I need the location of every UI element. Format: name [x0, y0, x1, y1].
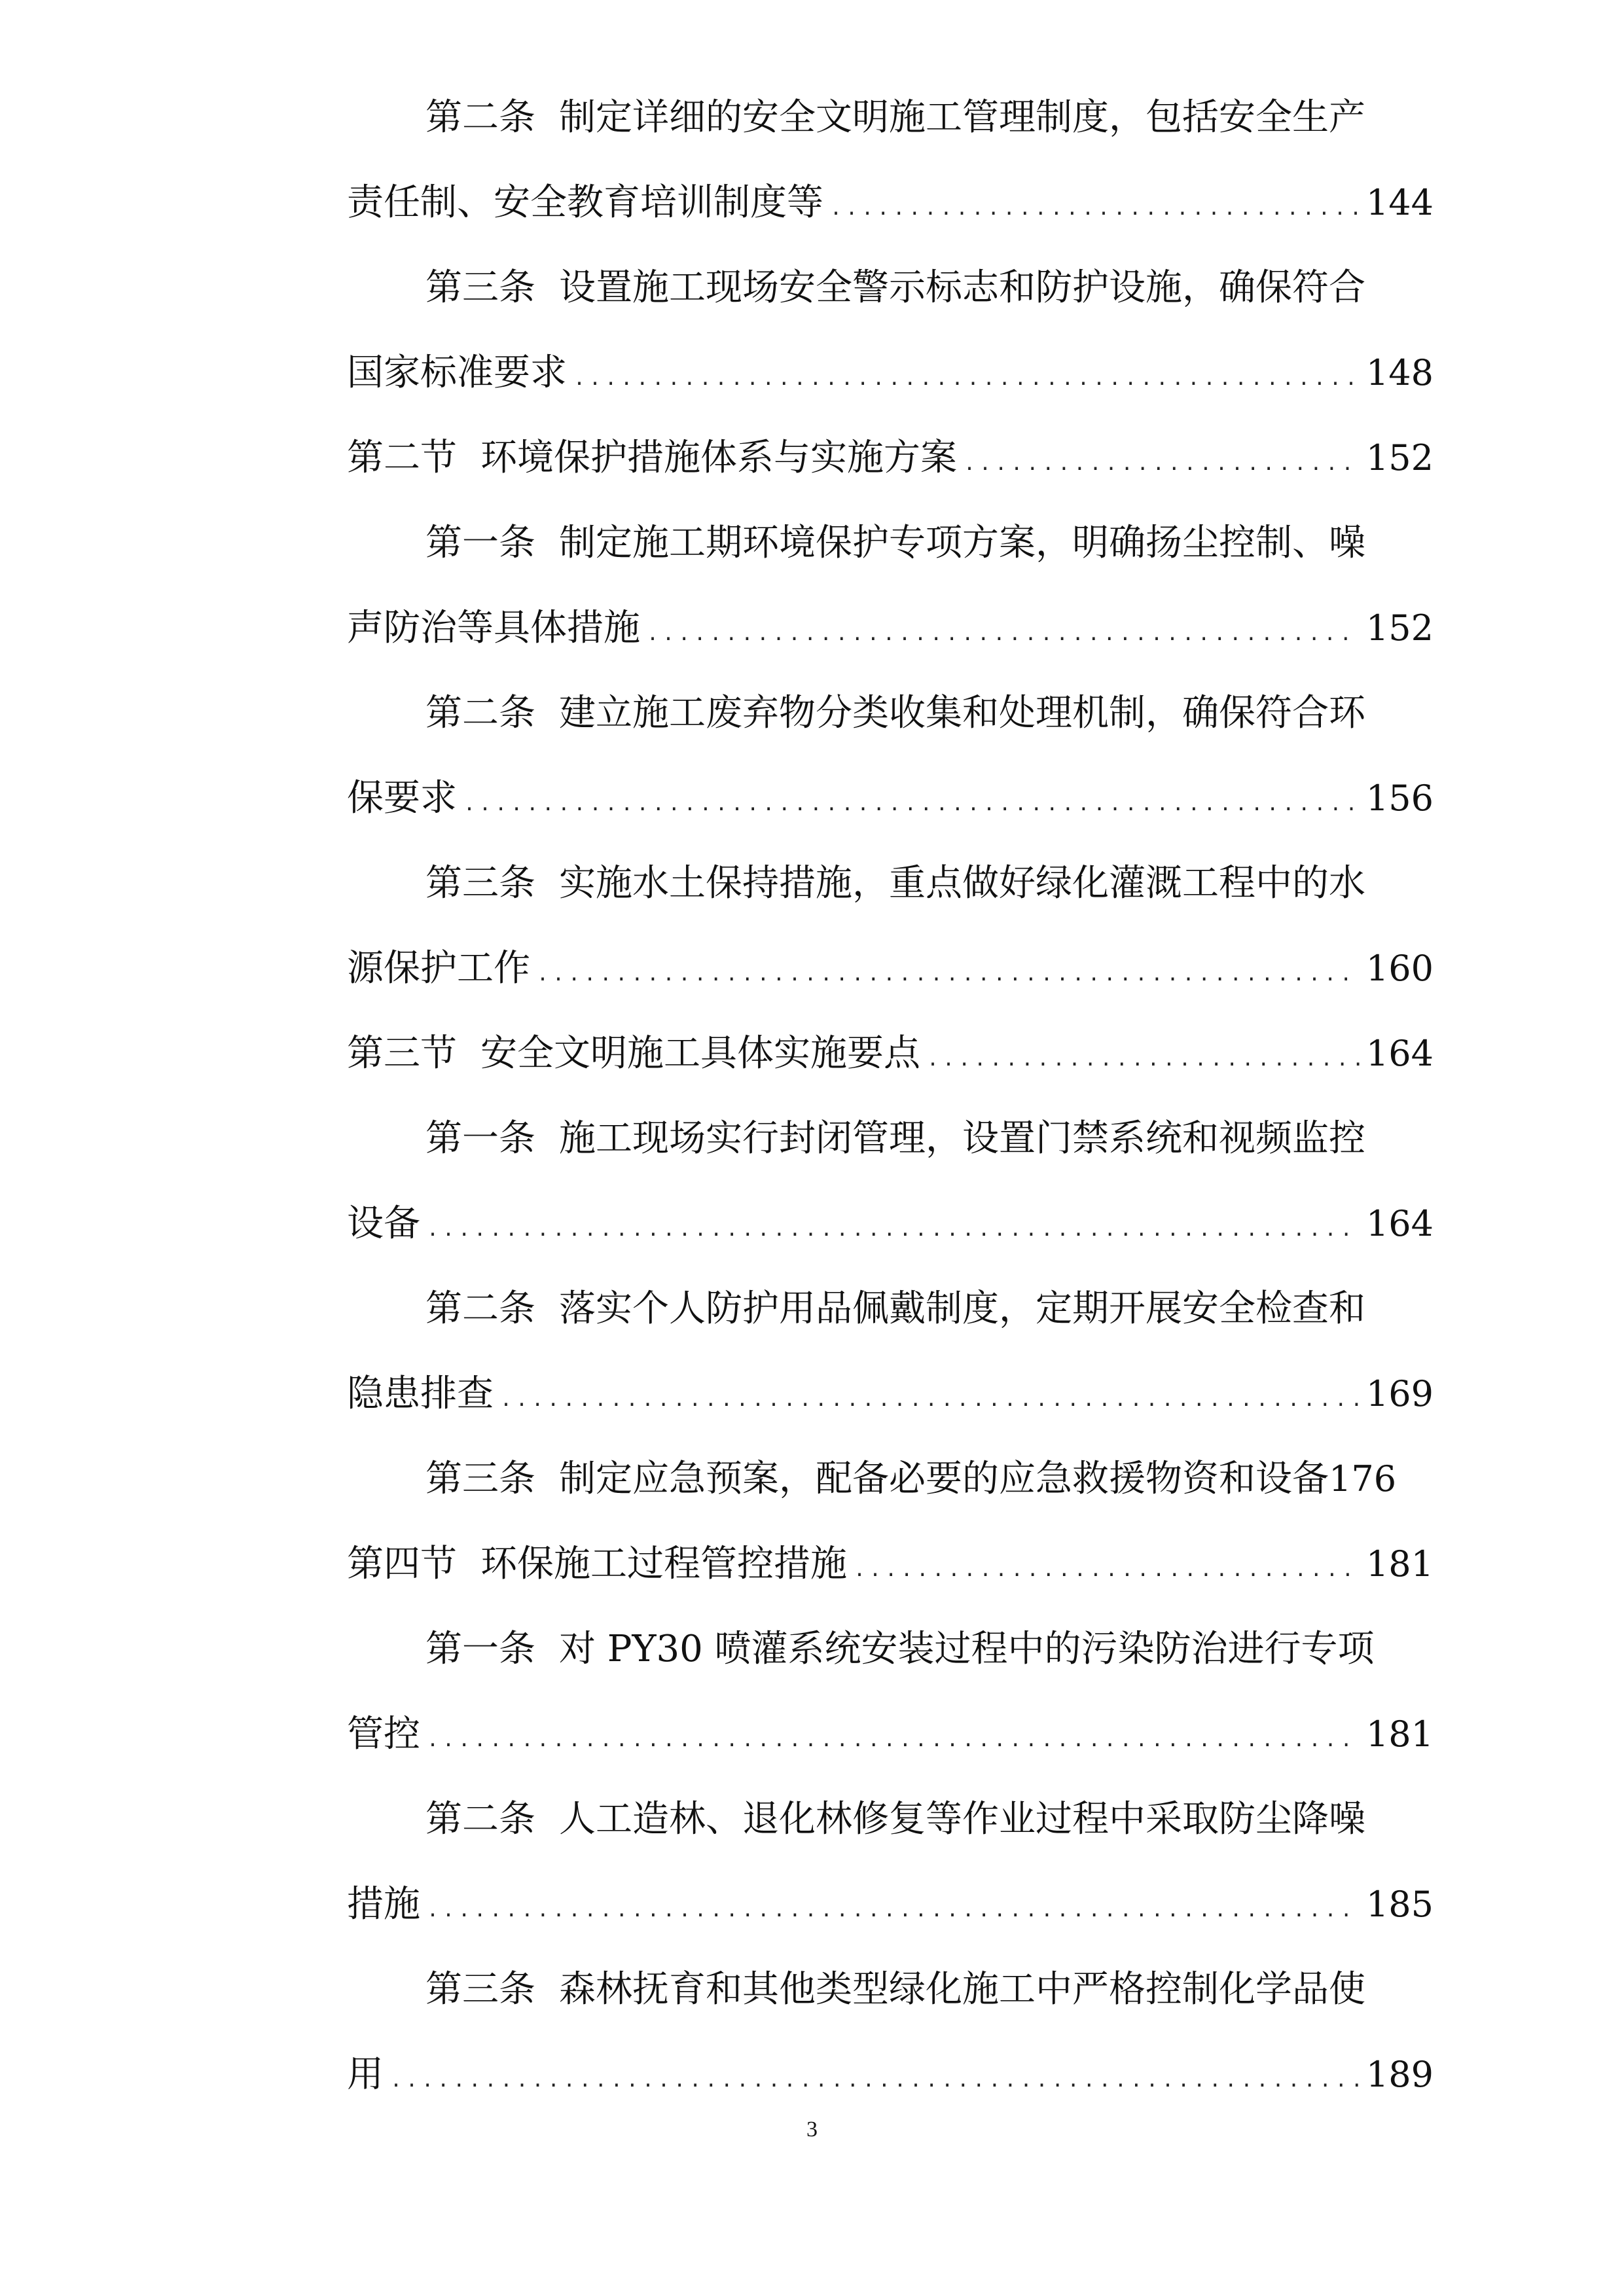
toc-label: 第三条 — [425, 1968, 535, 2011]
toc-entry[interactable] — [347, 1941, 1434, 2111]
toc-entry-section[interactable] — [347, 409, 1434, 494]
toc-text: 用 — [347, 2053, 384, 2096]
toc-text: 国家标准要求 — [347, 351, 567, 394]
toc-text — [347, 409, 957, 507]
toc-entry-line2 — [347, 1175, 1434, 1260]
toc-page-number: 169 — [1365, 1373, 1434, 1414]
toc-entry[interactable] — [347, 494, 1434, 664]
toc-entry[interactable] — [347, 1090, 1434, 1260]
toc-text: 实施水土保持措施，重点做好绿化灌溉工程中的水 — [559, 862, 1365, 905]
toc-entry-line1 — [347, 1600, 1434, 1685]
toc-entry-line1 — [347, 1770, 1434, 1856]
toc-entry-line2 — [347, 1345, 1434, 1430]
table-of-contents — [347, 69, 1434, 2111]
toc-entry-line2 — [347, 749, 1434, 834]
toc-page-number: 144 — [1365, 182, 1434, 223]
toc-title: 环境保护措施体系与实施方案 — [480, 437, 957, 479]
toc-entry-section[interactable] — [347, 1005, 1434, 1090]
toc-text: 制定详细的安全文明施工管理制度，包括安全生产 — [559, 96, 1365, 139]
toc-page-number: 181 — [1365, 1543, 1434, 1585]
toc-label: 第四节 — [347, 1543, 457, 1585]
toc-label: 第二条 — [425, 692, 535, 734]
toc-text — [347, 1005, 920, 1103]
toc-entry-line2 — [347, 2026, 1434, 2111]
toc-text: 声防治等具体措施 — [347, 607, 640, 649]
toc-text — [425, 1430, 1329, 1528]
toc-text: 保要求 — [347, 777, 457, 819]
toc-label: 第二条 — [425, 1798, 535, 1840]
toc-label: 第一条 — [425, 1117, 535, 1160]
toc-page-number: 152 — [1365, 437, 1434, 478]
toc-page-number: 160 — [1365, 948, 1434, 989]
toc-entry-line1 — [347, 1430, 1434, 1515]
toc-page-number: 189 — [1365, 2054, 1434, 2095]
toc-entry-line1 — [347, 664, 1434, 749]
toc-page-number: 164 — [1365, 1033, 1434, 1074]
toc-label: 第一条 — [425, 1628, 535, 1670]
toc-text: 人工造林、退化林修复等作业过程中采取防尘降噪 — [559, 1798, 1365, 1840]
toc-entry-line2 — [347, 579, 1434, 664]
toc-page-number: 164 — [1365, 1203, 1434, 1244]
toc-title: 环保施工过程管控措施 — [480, 1543, 847, 1585]
toc-text: 落实个人防护用品佩戴制度，定期开展安全检查和 — [559, 1287, 1365, 1330]
toc-entry-line2 — [347, 920, 1434, 1005]
toc-title: 制定应急预案，配备必要的应急救援物资和设备 — [559, 1458, 1329, 1500]
toc-text: 措施 — [347, 1883, 420, 1926]
toc-page-number: 185 — [1365, 1884, 1434, 1925]
toc-text: 制定施工期环境保护专项方案，明确扬尘控制、噪 — [559, 522, 1365, 564]
toc-entry[interactable] — [347, 1260, 1434, 1430]
toc-entry[interactable] — [347, 1770, 1434, 1941]
toc-text: 设备 — [347, 1202, 420, 1245]
toc-text: 建立施工废弃物分类收集和处理机制，确保符合环 — [559, 692, 1365, 734]
toc-label: 第三条 — [425, 266, 535, 309]
toc-label: 第一条 — [425, 522, 535, 564]
toc-entry-section[interactable] — [347, 1515, 1434, 1600]
toc-label: 第二条 — [425, 1287, 535, 1330]
toc-entry-line1 — [347, 494, 1434, 579]
toc-entry-line1 — [347, 1090, 1434, 1175]
toc-text: 管控 — [347, 1713, 420, 1755]
toc-entry-line1 — [347, 409, 1434, 494]
toc-text: 森林抚育和其他类型绿化施工中严格控制化学品使 — [559, 1968, 1365, 2011]
toc-entry-line2 — [347, 1856, 1434, 1941]
toc-label: 第三节 — [347, 1032, 457, 1075]
toc-entry[interactable] — [347, 1600, 1434, 1770]
toc-label: 第三条 — [425, 862, 535, 905]
toc-entry-line2 — [347, 154, 1434, 239]
toc-label: 第二条 — [425, 96, 535, 139]
toc-entry[interactable] — [347, 834, 1434, 1005]
toc-entry-line1 — [347, 239, 1434, 324]
toc-entry[interactable] — [347, 239, 1434, 409]
toc-entry-line1 — [347, 834, 1434, 920]
toc-page-number: 152 — [1365, 607, 1434, 649]
toc-page-number: 148 — [1365, 352, 1434, 393]
toc-entry[interactable] — [347, 69, 1434, 239]
toc-entry[interactable] — [347, 1430, 1434, 1515]
toc-text: 设置施工现场安全警示标志和防护设施，确保符合 — [559, 266, 1365, 309]
toc-entry-line1 — [347, 1515, 1434, 1600]
page-number: 3 — [806, 2117, 818, 2142]
toc-text: 隐患排查 — [347, 1372, 494, 1415]
toc-text — [347, 1515, 847, 1613]
toc-page-number: 156 — [1365, 778, 1434, 819]
dot-leader — [390, 2032, 1360, 2130]
toc-text: 责任制、安全教育培训制度等 — [347, 181, 823, 224]
toc-title: 安全文明施工具体实施要点 — [480, 1032, 920, 1075]
toc-entry-line1 — [347, 1941, 1434, 2026]
toc-text: 施工现场实行封闭管理，设置门禁系统和视频监控 — [559, 1117, 1365, 1160]
toc-entry-line1 — [347, 1260, 1434, 1345]
toc-entry[interactable] — [347, 664, 1434, 834]
toc-label: 第二节 — [347, 437, 457, 479]
toc-page-number: 181 — [1365, 1713, 1434, 1755]
toc-entry-line1 — [347, 1005, 1434, 1090]
toc-page-number: 176 — [1329, 1458, 1397, 1499]
toc-label: 第三条 — [425, 1458, 535, 1500]
toc-entry-line1 — [347, 69, 1434, 154]
toc-entry-line2 — [347, 324, 1434, 409]
toc-entry-line2 — [347, 1685, 1434, 1770]
toc-text: 源保护工作 — [347, 947, 530, 990]
toc-text: 对 PY30 喷灌系统安装过程中的污染防治进行专项 — [559, 1628, 1375, 1670]
